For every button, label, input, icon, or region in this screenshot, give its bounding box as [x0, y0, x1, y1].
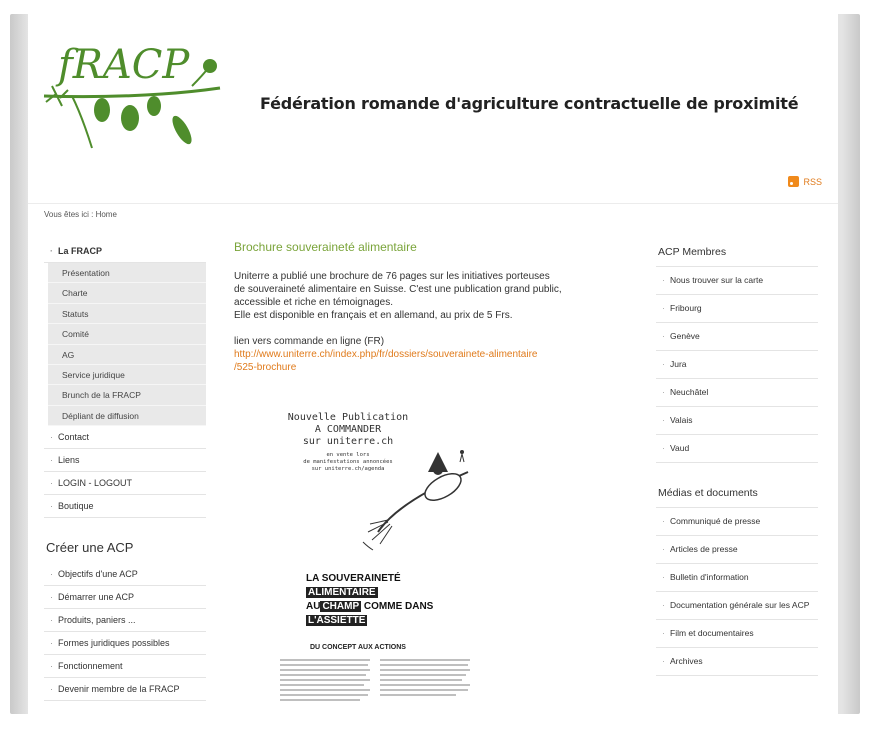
nav-item-objectifs[interactable]: · Objectifs d'une ACP	[44, 563, 206, 586]
brochure-subtitle: DU CONCEPT AUX ACTIONS	[310, 644, 406, 651]
media-link-communique[interactable]: · Communiqué de presse	[656, 508, 818, 536]
left-sidebar	[44, 240, 206, 701]
nav-item-demarrer[interactable]: · Démarrer une ACP	[44, 586, 206, 609]
nav-item-boutique[interactable]: · Boutique	[44, 495, 206, 518]
nav-item-charte[interactable]: Charte	[48, 283, 206, 303]
member-link-fribourg[interactable]: · Fribourg	[656, 295, 818, 323]
brochure-line: LA SOUVERAINETÉ	[306, 573, 401, 584]
pub-line: A COMMANDER	[314, 424, 382, 435]
member-link-jura[interactable]: · Jura	[656, 351, 818, 379]
nav-item-service-juridique[interactable]: Service juridique	[48, 365, 206, 385]
pub-line: en vente lors	[326, 452, 370, 458]
brochure-highlight: CHAMP	[322, 601, 360, 612]
nav-item-comite[interactable]: Comité	[48, 324, 206, 344]
rss-label: RSS	[803, 176, 822, 187]
publication-image	[278, 412, 478, 552]
main-content	[234, 240, 614, 374]
nav-item-liens[interactable]: · Liens	[44, 449, 206, 472]
nav-item-la-fracp[interactable]: · La FRACP	[44, 240, 206, 263]
submenu	[48, 263, 206, 426]
breadcrumb: Vous êtes ici : Home	[44, 210, 117, 219]
rss-icon	[788, 176, 799, 187]
pub-line: sur uniterre.ch/agenda	[311, 466, 385, 472]
web-page	[28, 14, 838, 714]
section-title-creer-acp: Créer une ACP	[46, 540, 134, 556]
svg-text:fRACP: fRACP	[58, 42, 190, 88]
nav-item-devenir-membre[interactable]: · Devenir membre de la FRACP	[44, 678, 206, 701]
fracp-logo[interactable]	[42, 36, 222, 156]
nav-item-depliant[interactable]: Dépliant de diffusion	[48, 406, 206, 426]
section-title-medias: Médias et documents	[656, 481, 818, 508]
rss-link[interactable]	[788, 176, 822, 187]
pub-line: sur uniterre.ch	[302, 436, 394, 447]
site-title: Fédération romande d'agriculture contractuelle de proximité	[260, 94, 799, 113]
nav-item-fonctionnement[interactable]: · Fonctionnement	[44, 655, 206, 678]
media-link-documentation[interactable]: · Documentation générale sur les ACP	[656, 592, 818, 620]
nav-item-login[interactable]: · LOGIN - LOGOUT	[44, 472, 206, 495]
brochure-cover	[270, 562, 480, 714]
article-line: de souveraineté alimentaire en Suisse. C'est une publication grand public,	[234, 284, 562, 295]
article-title: Brochure souveraineté alimentaire	[234, 240, 417, 254]
member-link-neuchatel[interactable]: · Neuchâtel	[656, 379, 818, 407]
brochure-text-block	[280, 656, 480, 714]
nav-item-statuts[interactable]: Statuts	[48, 304, 206, 324]
media-link-bulletin[interactable]: · Bulletin d'information	[656, 564, 818, 592]
brochure-line: COMME DANS	[363, 601, 434, 612]
nav-item-brunch[interactable]: Brunch de la FRACP	[48, 385, 206, 405]
witch-on-broom-illustration	[358, 432, 478, 552]
nav-item-presentation[interactable]: Présentation	[48, 263, 206, 283]
right-sidebar	[656, 240, 818, 676]
brochure-line: AU	[306, 601, 321, 612]
media-link-articles[interactable]: · Articles de presse	[656, 536, 818, 564]
pub-line: de manifestations annoncées	[303, 459, 393, 465]
order-link-continued[interactable]: /525-brochure	[234, 362, 297, 373]
member-link-carte[interactable]: · Nous trouver sur la carte	[656, 267, 818, 295]
nav-item-contact[interactable]: · Contact	[44, 426, 206, 449]
article-line: Elle est disponible en français et en allemand, au prix de 5 Frs.	[234, 310, 513, 321]
article-line: Uniterre a publié une brochure de 76 pages sur les initiatives porteuses	[234, 271, 550, 282]
media-link-archives[interactable]: · Archives	[656, 648, 818, 676]
nav-item-ag[interactable]: AG	[48, 345, 206, 365]
brochure-highlight: L'ASSIETTE	[308, 615, 366, 626]
nav-item-produits[interactable]: · Produits, paniers ...	[44, 609, 206, 632]
order-link-label: lien vers commande en ligne (FR)	[234, 336, 385, 347]
section-title-acp-membres: ACP Membres	[656, 240, 818, 267]
brochure-highlight: ALIMENTAIRE	[308, 587, 376, 598]
pub-line: Nouvelle Publication	[287, 412, 409, 423]
nav-item-formes-juridiques[interactable]: · Formes juridiques possibles	[44, 632, 206, 655]
member-link-valais[interactable]: · Valais	[656, 407, 818, 435]
member-link-vaud[interactable]: · Vaud	[656, 435, 818, 463]
media-link-film[interactable]: · Film et documentaires	[656, 620, 818, 648]
article-line: accessible et riche en témoignages.	[234, 297, 393, 308]
order-link[interactable]: http://www.uniterre.ch/index.php/fr/dossiers/souverainete-alimentaire	[234, 349, 538, 360]
site-header	[28, 14, 838, 204]
member-link-geneve[interactable]: · Genève	[656, 323, 818, 351]
